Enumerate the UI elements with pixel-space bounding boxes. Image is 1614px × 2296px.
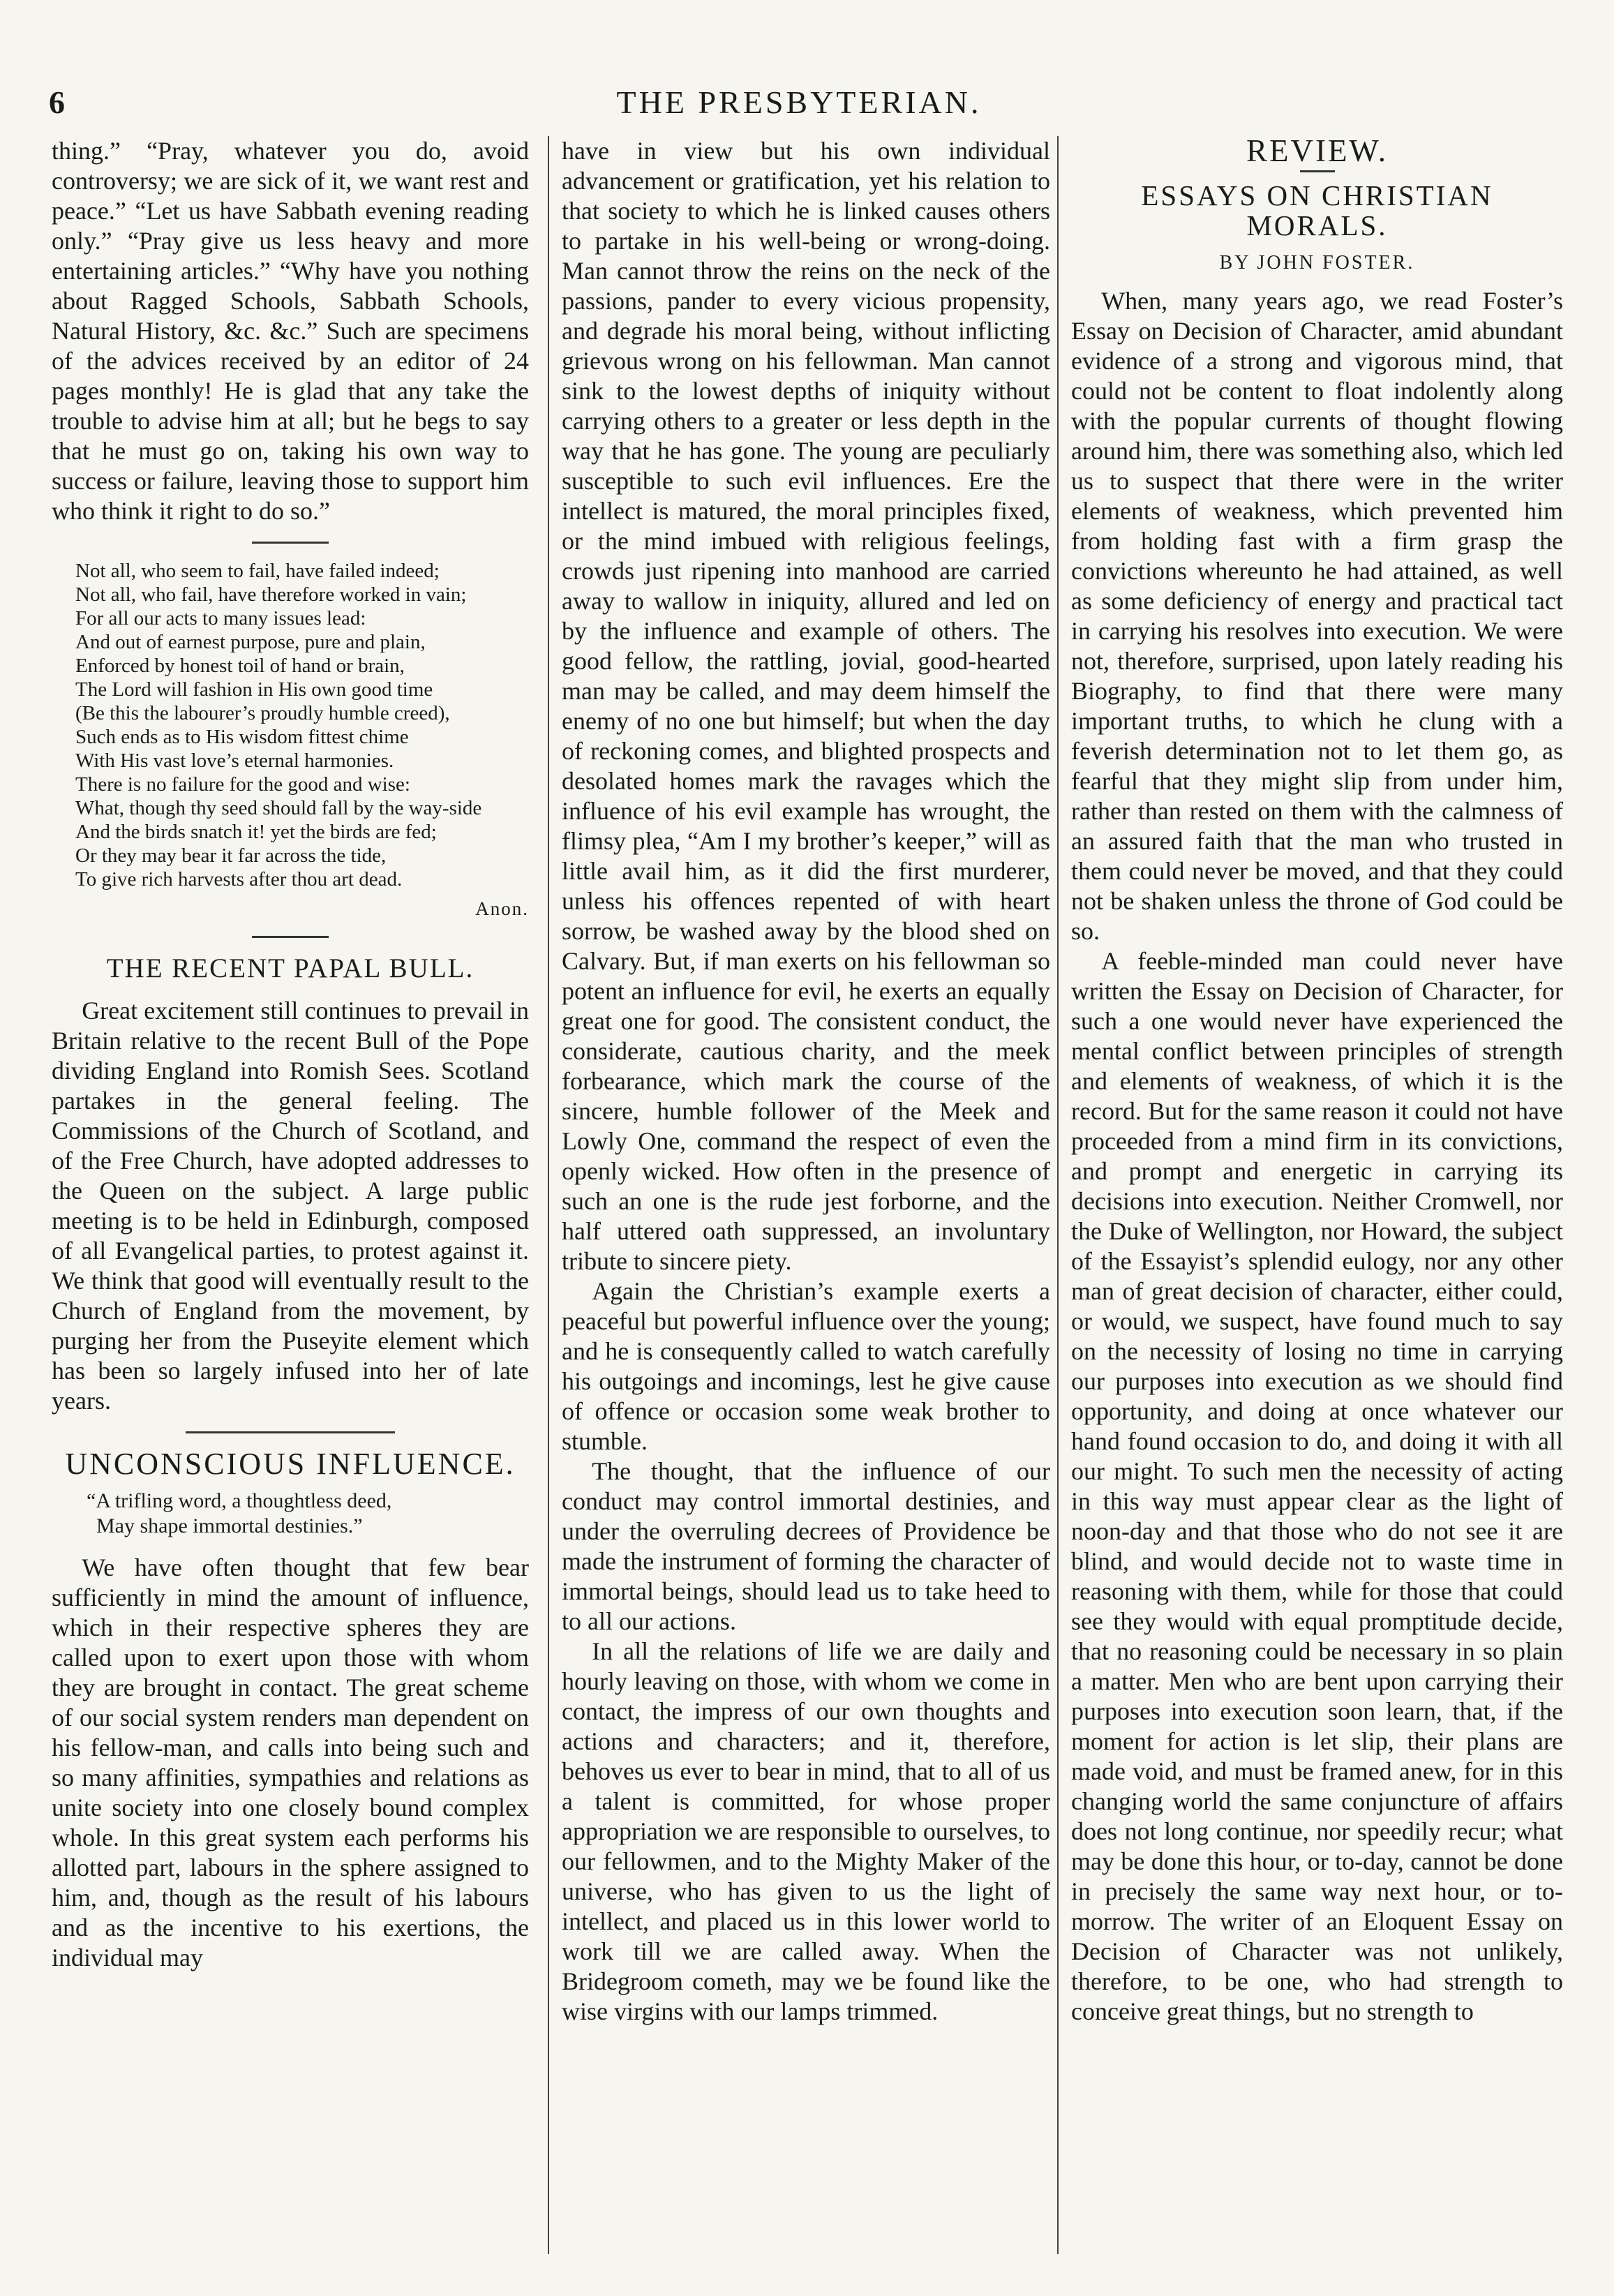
article-paragraph: A feeble-minded man could never have written the Essay on Decision of Character, for such a one would never have experienced the mental conflict between principles of strength and elements of weakness, of which it is the record. But for the same reason it could not have proceeded from a mind firm in its convictions, and prompt and energetic in carrying its decisions into execution. Neither Cromwell, nor the Duke of Wellington, nor Howard, the subject of the Essayist’s splendid eulogy, nor any other man of great decision of character, either could, or would, we suspect, have found much to say on the necessity of losing no time in carrying our purposes into execution as we should find opportunity, and doing at once whatever our hand found occasion to do, and doing it with all our might. To such men the necessity of acting in this way must appear clear as the light of noon-day and that those who do not see it are blind, and would decide not to waste time in reasoning with them, while for those that could see they would with equal promptitude decide, that no reasoning could be necessary in so plain a matter. Men who are bent upon carrying their purposes into execution soon learn, that, if the moment for action is let slip, their plans are made void, and must be framed anew, for in this changing world the same conjuncture of affairs does not long continue, nor speedily recur; what may be done this hour, or to-day, cannot be done in precisely the same way next hour, or to-morrow. The writer of an Eloquent Essay on Decision of Character was not unlikely, therefore, to be one, who had strength to conceive great things, but no strength to [1071, 947, 1563, 2025]
article-title-essays: ESSAYS ON CHRISTIAN MORALS. [1141, 179, 1493, 241]
article-paragraph: Again the Christian’s example exerts a peaceful but powerful influence over the young; and he is consequently called to watch carefully his outgoings and incomings, lest he give cause of offence or occasion some weak brother to stumble. [562, 1277, 1050, 1455]
section-divider [186, 1431, 395, 1433]
byline: BY JOHN FOSTER. [1219, 252, 1415, 274]
poem-line: Or they may bear it far across the tide, [75, 844, 387, 867]
poem-line: For all our acts to many issues lead: [75, 607, 366, 629]
article-paragraph: have in view but his own individual advancement or gratification, yet his relation to that society to which he is linked causes others to partake in his well-being or wrong-doing. Man cannot throw the reins on the neck of the passions, pander to every vicious propensity, and degrade his moral being, without inflicting grievous wrong on his fellowman. Man cannot sink to the lowest depths of iniquity without carrying others to a greater or less depth in the way that he has gone. The young are peculiarly susceptible to such evil influences. Ere the intellect is matured, the moral principles fixed, or the mind imbued with religious feelings, crowds just ripening into manhood are carried away to wallow in iniquity, allured and led on by the influence and example of others. The good fellow, the rattling, jovial, good-hearted man may be called, and may deem himself the enemy of no one but himself; but when the day of reckoning comes, and blighted prospects and desolated homes mark the ravages which the influence of his evil example has wrought, the flimsy plea, “Am I my brother’s keeper,” will as little avail him, as it did the first murderer, unless his offences repented of with heart sorrow, be washed away by the blood shed on Calvary. But, if man exerts on his fellowman so potent an influence for evil, he exerts an equally great one for good. The consistent conduct, the considerate, cautious charity, and the meek forbearance, which mark the course of the sincere, humble follower of the Meek and Lowly One, command the respect of even the openly wicked. How often in the presence of such an one is the rude jest forborne, and the half uttered oath suppressed, an involuntary tribute to sincere piety. [562, 137, 1050, 1275]
article-paragraph: The thought, that the influence of our conduct may control immortal destinies, and under the overruling decrees of Providence be made the instrument of forming the character of immortal beings, should lead us to take heed to to all our actions. [562, 1457, 1050, 1635]
column-left [52, 136, 529, 2261]
review-heading: REVIEW. [1246, 136, 1389, 168]
poem-line: Such ends as to His wisdom fittest chime [75, 726, 409, 748]
poem-line: With His vast love’s eternal harmonies. [75, 750, 394, 772]
poem-line: And the birds snatch it! yet the birds are fed; [75, 821, 437, 843]
section-divider [1300, 170, 1335, 172]
section-divider [252, 936, 329, 938]
epigraph-line: “A trifling word, a thoughtless deed, [87, 1489, 392, 1512]
epigraph-line: May shape immortal destinies.” [96, 1514, 363, 1537]
poem-line: Not all, who fail, have therefore worked in vain; [75, 583, 467, 606]
poem-line: Not all, who seem to fail, have failed indeed; [75, 560, 440, 582]
article-body-papal-bull: Great excitement still continues to prevail in Britain relative to the recent Bull of the Pope dividing England into Romish Sees. Scotland partakes in the general feeling. The Commissions of the Church of Scotland, and of the Free Church, have adopted addresses to the Queen on the subject. A large public meeting is to be held in Edinburgh, composed of all Evangelical parties, to protest against it. We think that good will eventually result to the Church of England from the movement, by purging her from the Puseyite element which has been so largely infused into her of late years. [52, 997, 529, 1415]
running-head [49, 84, 1549, 133]
poem-line: And out of earnest purpose, pure and plain, [75, 631, 426, 653]
article-paragraph: We have often thought that few bear sufficiently in mind the amount of influence, which in their respective spheres they are called upon to exert upon those with whom they are brought in contact. The great scheme of our social system renders man dependent on his fellow-man, and calls into being such and so many affinities, sympathies and relations as unite society into one closely bound complex whole. In this great system each performs his allotted part, labours in the sphere assigned to him, and, though as the result of his labours and as the incentive to his exertions, the individual may [52, 1553, 529, 1971]
poem-attribution: Anon. [475, 898, 529, 919]
epigraph [87, 1489, 529, 1539]
poem-line: To give rich harvests after thou art dead. [75, 868, 403, 890]
poem-line: There is no failure for the good and wise: [75, 773, 410, 796]
journal-title: THE PRESBYTERIAN. [616, 84, 982, 120]
poem-line: The Lord will fashion in His own good time [75, 678, 433, 701]
poem-line: What, though thy seed should fall by the way-side [75, 797, 482, 819]
poem [75, 559, 529, 920]
article-paragraph: When, many years ago, we read Foster’s Essay on Decision of Character, amid abundant evidence of a strong and vigorous mind, that could not be content to float indolently along with the popular currents of thought flowing around him, there was something also, which led us to suspect that there were in the writer elements of weakness, which prevented him from holding fast with a firm grasp the convictions whereunto he had attained, as well as some deficiency of energy and practical tact in carrying his resolves into execution. We were not, therefore, surprised, upon lately reading his Biography, to find that there were many important truths, to which he clung with a feverish determination not to let them go, as fearful that they might slip from under him, rather than rested on them with the calmness of an assured faith that the man who trusted in them could never be moved, and that they could not be shaken unless the throne of God could be so. [1071, 287, 1563, 945]
article-title-papal-bull: THE RECENT PAPAL BULL. [106, 953, 475, 983]
poem-line: (Be this the labourer’s proudly humble creed), [75, 702, 450, 724]
article-title-unconscious-influence: UNCONSCIOUS INFLUENCE. [65, 1447, 516, 1481]
column-right [1071, 136, 1563, 2261]
continued-paragraph: thing.” “Pray, whatever you do, avoid controversy; we are sick of it, we want rest and peace.” “Let us have Sabbath evening reading only.” “Pray give us less heavy and more entertaining articles.” “Why have you nothing about Ragged Schools, Sabbath Schools, Natural History, &c. &c.” Such are specimens of the advices received by an editor of 24 pages monthly! He is glad that any take the trouble to advise him at all; but he begs to say that he must go on, taking his own way to success or failure, leaving those to support him who think it right to do so.” [52, 137, 529, 525]
column-rule [548, 136, 549, 2254]
poem-line: Enforced by honest toil of hand or brain, [75, 655, 405, 677]
page-number: 6 [49, 84, 65, 120]
article-paragraph: In all the relations of life we are daily and hourly leaving on those, with whom we come in contact, the impress of our own thoughts and actions and characters; and it, therefore, behoves us ever to bear in mind, that to all of us a talent is committed, for whose proper appropriation we are responsible to ourselves, to our fellowmen, and to the Mighty Maker of the universe, who has given to us the light of intellect, and placed us in this lower world to work till we are called away. When the Bridegroom cometh, may we be found like the wise virgins with our lamps trimmed. [562, 1637, 1050, 2025]
section-divider [252, 542, 329, 544]
column-rule [1057, 136, 1059, 2254]
column-middle [562, 136, 1050, 2261]
